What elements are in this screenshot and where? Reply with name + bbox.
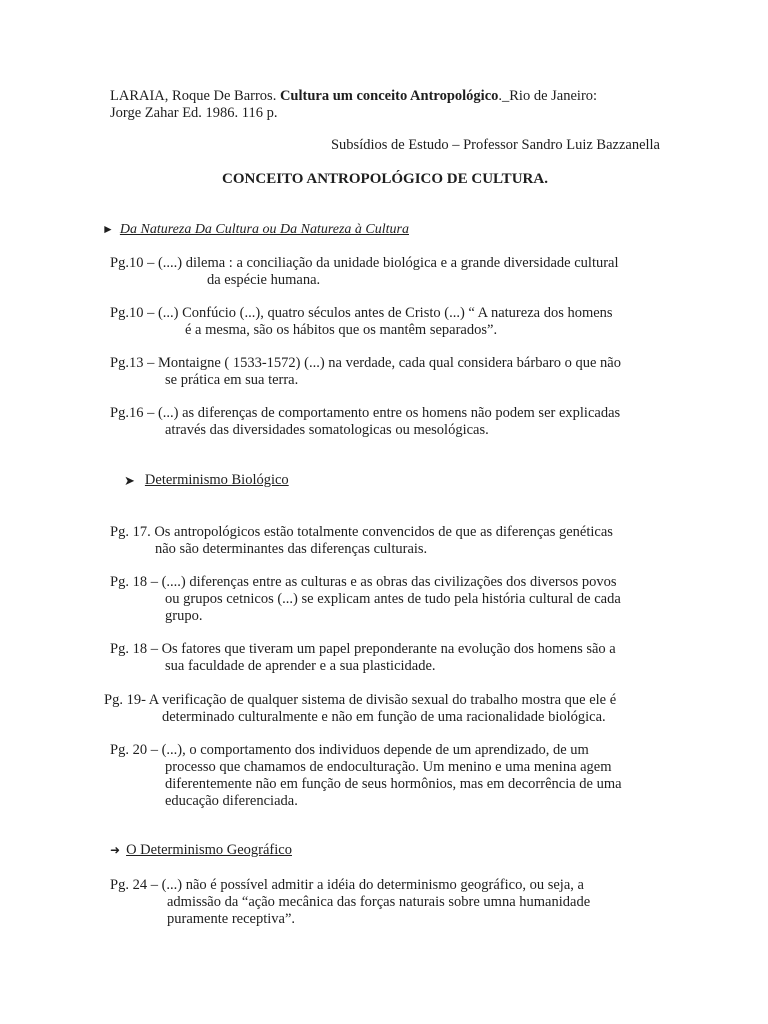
list-item: [110, 742, 660, 810]
list-item: [110, 355, 660, 389]
reference-author: LARAIA, Roque De Barros.: [110, 88, 277, 104]
entry-continuation: sua faculdade de aprender e a sua plasticidade.: [165, 658, 436, 674]
section-heading-label: Da Natureza Da Cultura ou Da Natureza à Cultura: [119, 222, 409, 237]
bibliographic-reference: [110, 88, 660, 122]
section-heading-label: O Determinismo Geográfico: [126, 842, 292, 858]
list-item: [110, 877, 660, 928]
list-item: [110, 524, 660, 558]
entry-continuation: através das diversidades somatologicas ou mesológicas.: [165, 422, 489, 438]
entry-continuation: diferentemente não em função de seus hormônios, mas em decorrência de uma: [165, 776, 622, 792]
list-item: [104, 692, 660, 726]
list-item: [110, 641, 660, 675]
reference-publisher-line1: ._Rio de Janeiro:: [498, 88, 598, 104]
arrowhead-icon: ➤: [124, 473, 135, 488]
entry-first-line: Pg. 17. Os antropológicos estão totalmente convencidos de que as diferenças genéticas: [110, 524, 613, 540]
section-heading-determinismo-biologico: [124, 472, 289, 489]
list-item: [110, 574, 660, 625]
entry-continuation: admissão da “ação mecânica das forças naturais sobre umna humanidade: [167, 894, 591, 910]
entry-continuation: puramente receptiva”.: [167, 911, 296, 927]
study-subsidies-line: Subsídios de Estudo – Professor Sandro Luiz Bazzanella: [330, 137, 660, 153]
entry-continuation: processo que chamamos de endoculturação. Um menino e uma menina agem: [165, 759, 612, 775]
entry-continuation: educação diferenciada.: [165, 793, 298, 809]
reference-publisher-line2: Jorge Zahar Ed. 1986. 116 p.: [110, 105, 278, 121]
entry-first-line: Pg. 19- A verificação de qualquer sistema de divisão sexual do trabalho mostra que ele é: [104, 692, 617, 708]
entry-continuation: se prática em sua terra.: [165, 372, 299, 388]
entry-continuation: é a mesma, são os hábitos que os mantêm separados”.: [185, 322, 498, 338]
entry-first-line: Pg.13 – Montaigne ( 1533-1572) (...) na verdade, cada qual considera bárbaro o que não: [110, 355, 621, 371]
page-title: CONCEITO ANTROPOLÓGICO DE CULTURA.: [222, 171, 548, 187]
entry-first-line: Pg. 24 – (...) não é possível admitir a idéia do determinismo geográfico, ou seja, a: [110, 877, 584, 893]
entry-first-line: Pg. 18 – (....) diferenças entre as culturas e as obras das civilizações dos diversos povos: [110, 574, 617, 590]
entry-first-line: Pg.16 – (...) as diferenças de comportamento entre os homens não podem ser explicadas: [110, 405, 621, 421]
entry-first-line: Pg. 20 – (...), o comportamento dos individuos depende de um aprendizado, de um: [110, 742, 589, 758]
list-item: [110, 405, 660, 439]
list-item: [110, 305, 660, 339]
entry-continuation: da espécie humana.: [207, 272, 321, 288]
section-heading-natureza-cultura: [102, 221, 409, 238]
entry-first-line: Pg. 18 – Os fatores que tiveram um papel preponderante na evolução dos homens são a: [110, 641, 616, 657]
entry-continuation: determinado culturalmente e não em função de uma racionalidade biológica.: [162, 709, 606, 725]
entry-continuation: não são determinantes das diferenças culturais.: [155, 541, 428, 557]
list-item: [110, 255, 660, 289]
entry-first-line: Pg.10 – (....) dilema : a conciliação da unidade biológica e a grande diversidade cultural: [110, 255, 619, 271]
entry-continuation: grupo.: [165, 608, 203, 624]
entry-continuation: ou grupos cetnicos (...) se explicam antes de tudo pela história cultural de cada: [165, 591, 621, 607]
section-heading-determinismo-geografico: [110, 842, 292, 859]
entry-first-line: Pg.10 – (...) Confúcio (...), quatro séculos antes de Cristo (...) “ A natureza dos homens: [110, 305, 613, 321]
arrow-icon: ►: [102, 222, 114, 236]
arrow-icon: ➜: [110, 843, 121, 857]
reference-book-title: Cultura um conceito Antropológico: [279, 88, 499, 104]
section-heading-label: Determinismo Biológico: [144, 472, 289, 488]
